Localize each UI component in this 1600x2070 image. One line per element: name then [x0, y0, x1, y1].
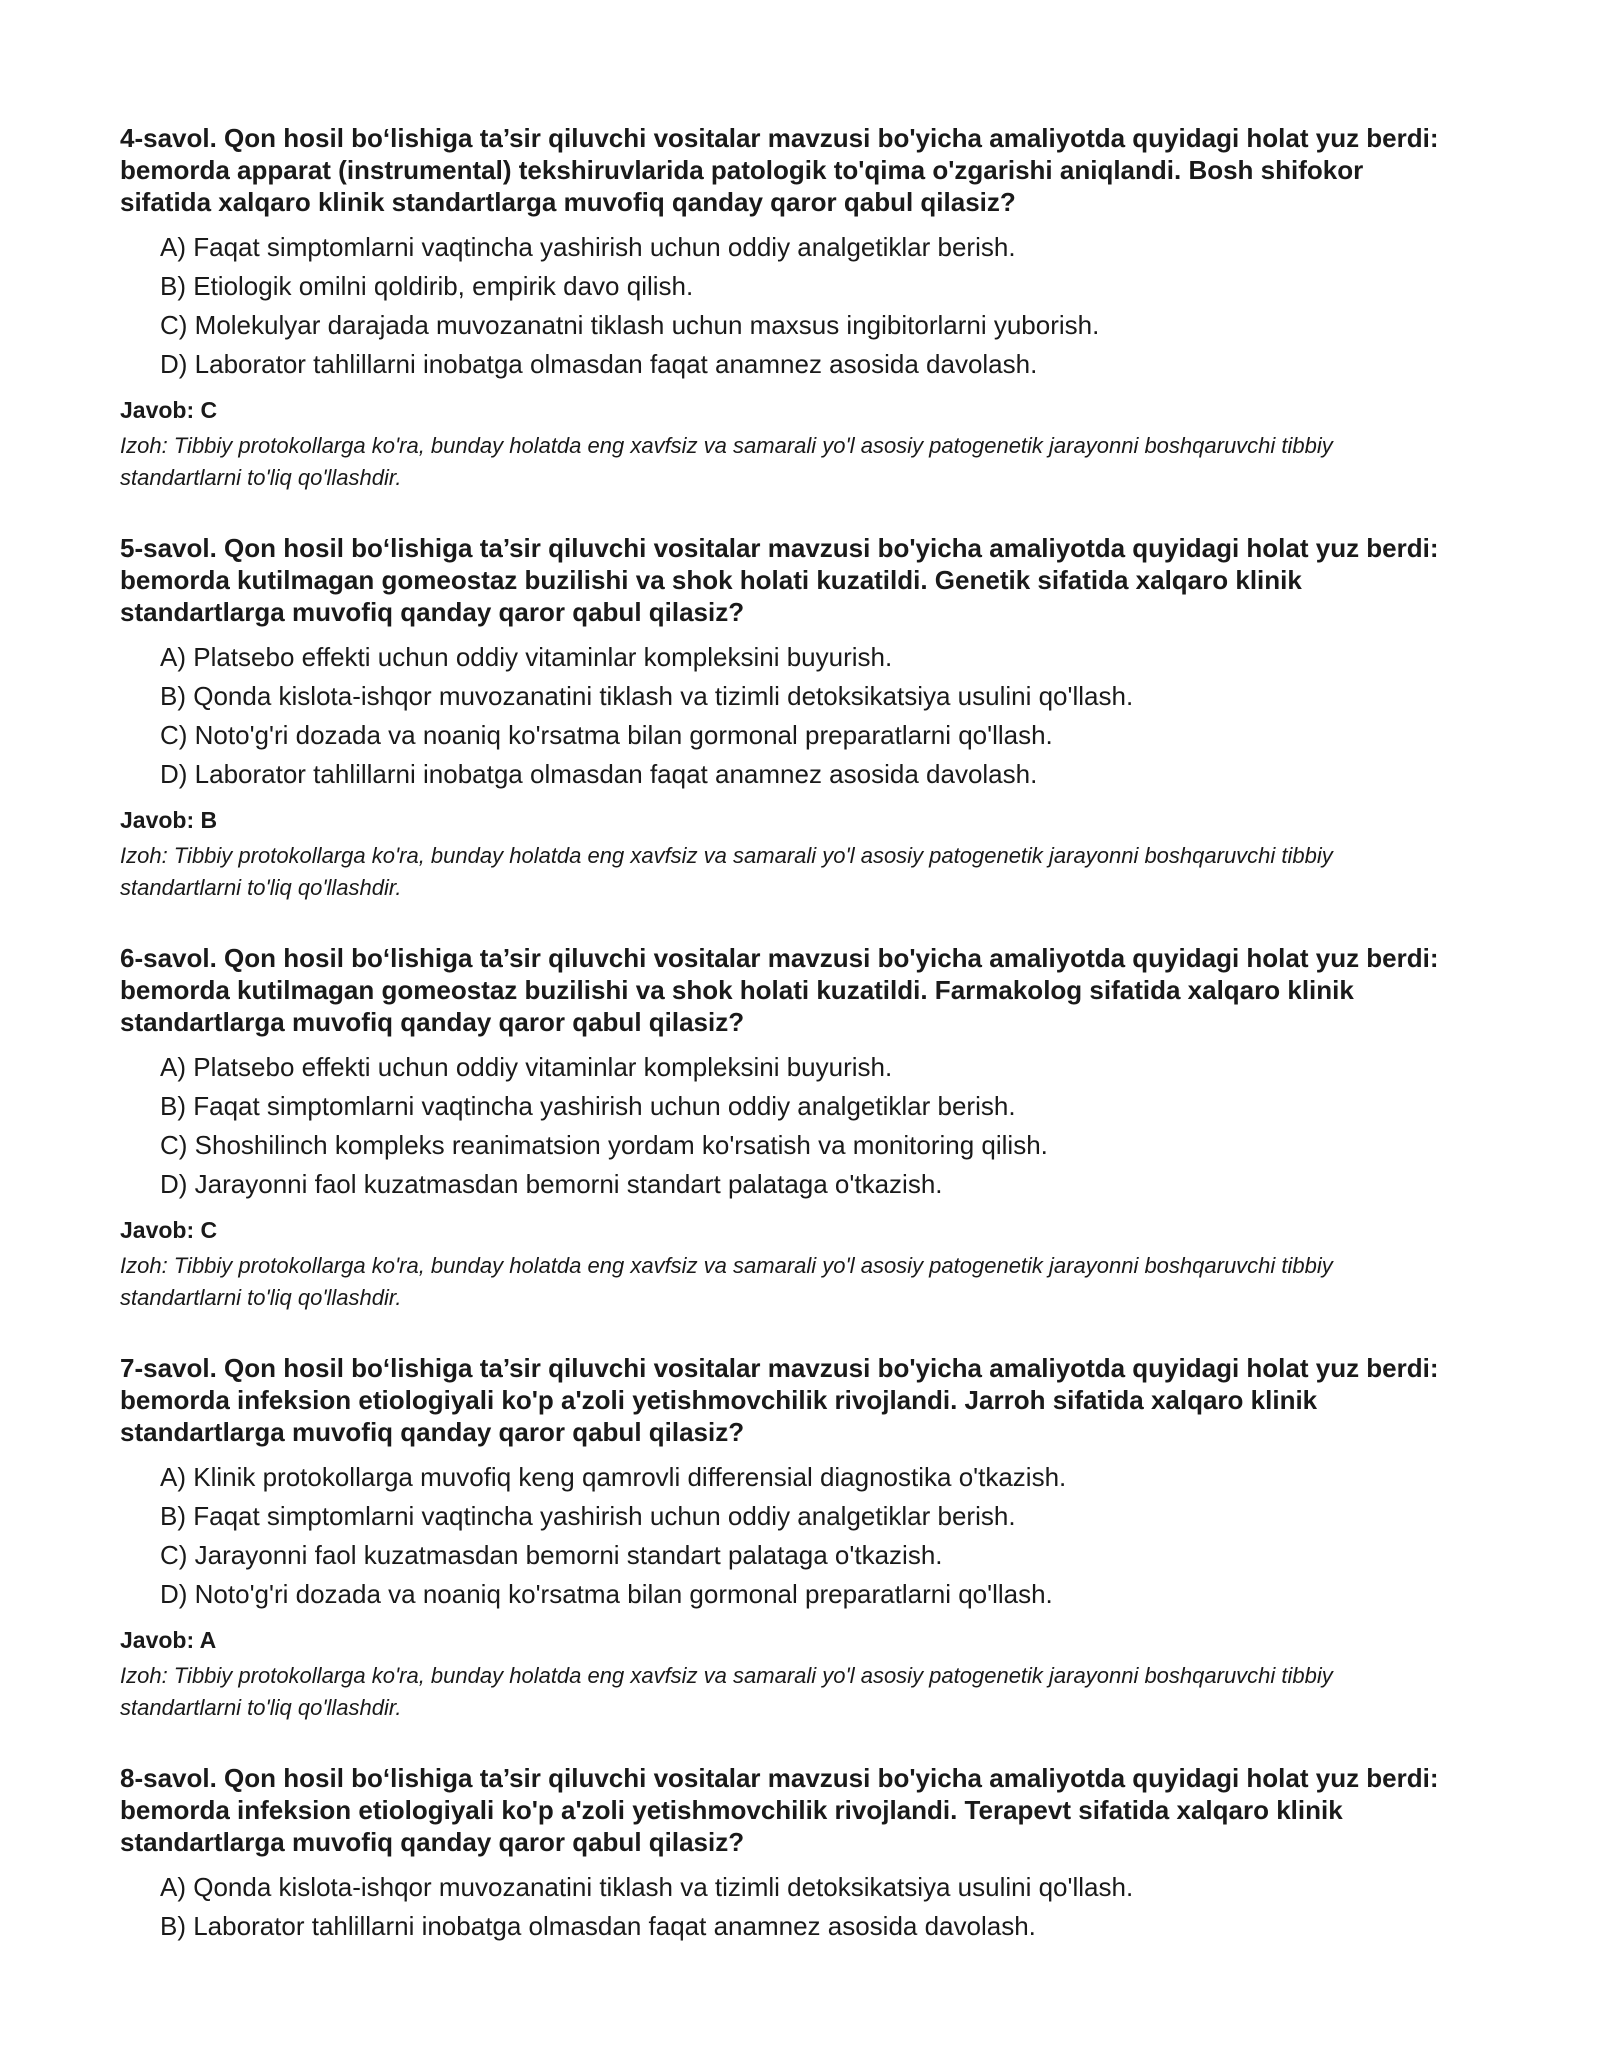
options-list — [160, 228, 1450, 384]
answer-label: Javob: A — [120, 1627, 217, 1653]
option-item: D) Laborator tahlillarni inobatga olmasdan faqat anamnez asosida davolash. — [160, 349, 1038, 379]
question-title: 7-savol. Qon hosil bo‘lishiga ta’sir qiluvchi vositalar mavzusi bo'yicha amaliyotda quyidagi holat yuz berdi: bemorda infeksion etiologiyali ko'p a'zoli yetishmovchilik rivojlandi. Jarroh sifatida xalqaro klinik standartlarga muvofiq qanday qaror qabul qilasiz? — [120, 1353, 1439, 1447]
explanation-note: Izoh: Tibbiy protokollarga ko'ra, bunday holatda eng xavfsiz va samarali yo'l asosiy patogenetik jarayonni boshqaruvchi tibbiy standartlarni to'liq qo'llashdir. — [120, 1253, 1333, 1310]
question-block — [120, 1762, 1450, 1946]
options-list — [160, 638, 1450, 794]
option-item: B) Qonda kislota-ishqor muvozanatini tiklash va tizimli detoksikatsiya usulini qo'llash. — [160, 681, 1134, 711]
option-item: B) Faqat simptomlarni vaqtincha yashirish uchun oddiy analgetiklar berish. — [160, 1091, 1016, 1121]
question-block — [120, 532, 1450, 904]
question-title: 6-savol. Qon hosil bo‘lishiga ta’sir qiluvchi vositalar mavzusi bo'yicha amaliyotda quyidagi holat yuz berdi: bemorda kutilmagan gomeostaz buzilishi va shok holati kuzatildi. Farmakolog sifatida xalqaro klinik standartlarga muvofiq qanday qaror qabul qilasiz? — [120, 943, 1439, 1037]
option-item: A) Qonda kislota-ishqor muvozanatini tiklash va tizimli detoksikatsiya usulini qo'llash. — [160, 1872, 1134, 1902]
options-list — [160, 1048, 1450, 1204]
explanation-note: Izoh: Tibbiy protokollarga ko'ra, bunday holatda eng xavfsiz va samarali yo'l asosiy patogenetik jarayonni boshqaruvchi tibbiy standartlarni to'liq qo'llashdir. — [120, 843, 1333, 900]
answer-label: Javob: C — [120, 1217, 218, 1243]
explanation-note: Izoh: Tibbiy protokollarga ko'ra, bunday holatda eng xavfsiz va samarali yo'l asosiy patogenetik jarayonni boshqaruvchi tibbiy standartlarni to'liq qo'llashdir. — [120, 433, 1333, 490]
question-title: 8-savol. Qon hosil bo‘lishiga ta’sir qiluvchi vositalar mavzusi bo'yicha amaliyotda quyidagi holat yuz berdi: bemorda infeksion etiologiyali ko'p a'zoli yetishmovchilik rivojlandi. Terapevt sifatida xalqaro klinik standartlarga muvofiq qanday qaror qabul qilasiz? — [120, 1763, 1439, 1857]
option-item: B) Laborator tahlillarni inobatga olmasdan faqat anamnez asosida davolash. — [160, 1911, 1036, 1941]
option-item: A) Platsebo effekti uchun oddiy vitaminlar kompleksini buyurish. — [160, 1052, 893, 1082]
option-item: B) Etiologik omilni qoldirib, empirik davo qilish. — [160, 271, 694, 301]
document-page — [120, 122, 1450, 1984]
option-item: D) Laborator tahlillarni inobatga olmasdan faqat anamnez asosida davolash. — [160, 759, 1038, 789]
option-item: A) Platsebo effekti uchun oddiy vitaminlar kompleksini buyurish. — [160, 642, 893, 672]
option-item: C) Jarayonni faol kuzatmasdan bemorni standart palataga o'tkazish. — [160, 1540, 943, 1570]
option-item: C) Noto'g'ri dozada va noaniq ko'rsatma bilan gormonal preparatlarni qo'llash. — [160, 720, 1053, 750]
option-item: D) Noto'g'ri dozada va noaniq ko'rsatma bilan gormonal preparatlarni qo'llash. — [160, 1579, 1053, 1609]
option-item: C) Molekulyar darajada muvozanatni tiklash uchun maxsus ingibitorlarni yuborish. — [160, 310, 1100, 340]
question-title: 5-savol. Qon hosil bo‘lishiga ta’sir qiluvchi vositalar mavzusi bo'yicha amaliyotda quyidagi holat yuz berdi: bemorda kutilmagan gomeostaz buzilishi va shok holati kuzatildi. Genetik sifatida xalqaro klinik standartlarga muvofiq qanday qaror qabul qilasiz? — [120, 533, 1439, 627]
option-item: A) Faqat simptomlarni vaqtincha yashirish uchun oddiy analgetiklar berish. — [160, 232, 1016, 262]
question-block — [120, 942, 1450, 1314]
question-title: 4-savol. Qon hosil bo‘lishiga ta’sir qiluvchi vositalar mavzusi bo'yicha amaliyotda quyidagi holat yuz berdi: bemorda apparat (instrumental) tekshiruvlarida patologik to'qima o'zgarishi aniqlandi. Bosh shifokor sifatida xalqaro klinik standartlarga muvofiq qanday qaror qabul qilasiz? — [120, 123, 1439, 217]
options-list — [160, 1868, 1450, 1946]
option-item: B) Faqat simptomlarni vaqtincha yashirish uchun oddiy analgetiklar berish. — [160, 1501, 1016, 1531]
question-block — [120, 122, 1450, 494]
option-item: C) Shoshilinch kompleks reanimatsion yordam ko'rsatish va monitoring qilish. — [160, 1130, 1048, 1160]
question-block — [120, 1352, 1450, 1724]
answer-label: Javob: B — [120, 807, 218, 833]
option-item: D) Jarayonni faol kuzatmasdan bemorni standart palataga o'tkazish. — [160, 1169, 943, 1199]
options-list — [160, 1458, 1450, 1614]
answer-label: Javob: C — [120, 397, 218, 423]
option-item: A) Klinik protokollarga muvofiq keng qamrovli differensial diagnostika o'tkazish. — [160, 1462, 1067, 1492]
explanation-note: Izoh: Tibbiy protokollarga ko'ra, bunday holatda eng xavfsiz va samarali yo'l asosiy patogenetik jarayonni boshqaruvchi tibbiy standartlarni to'liq qo'llashdir. — [120, 1663, 1333, 1720]
